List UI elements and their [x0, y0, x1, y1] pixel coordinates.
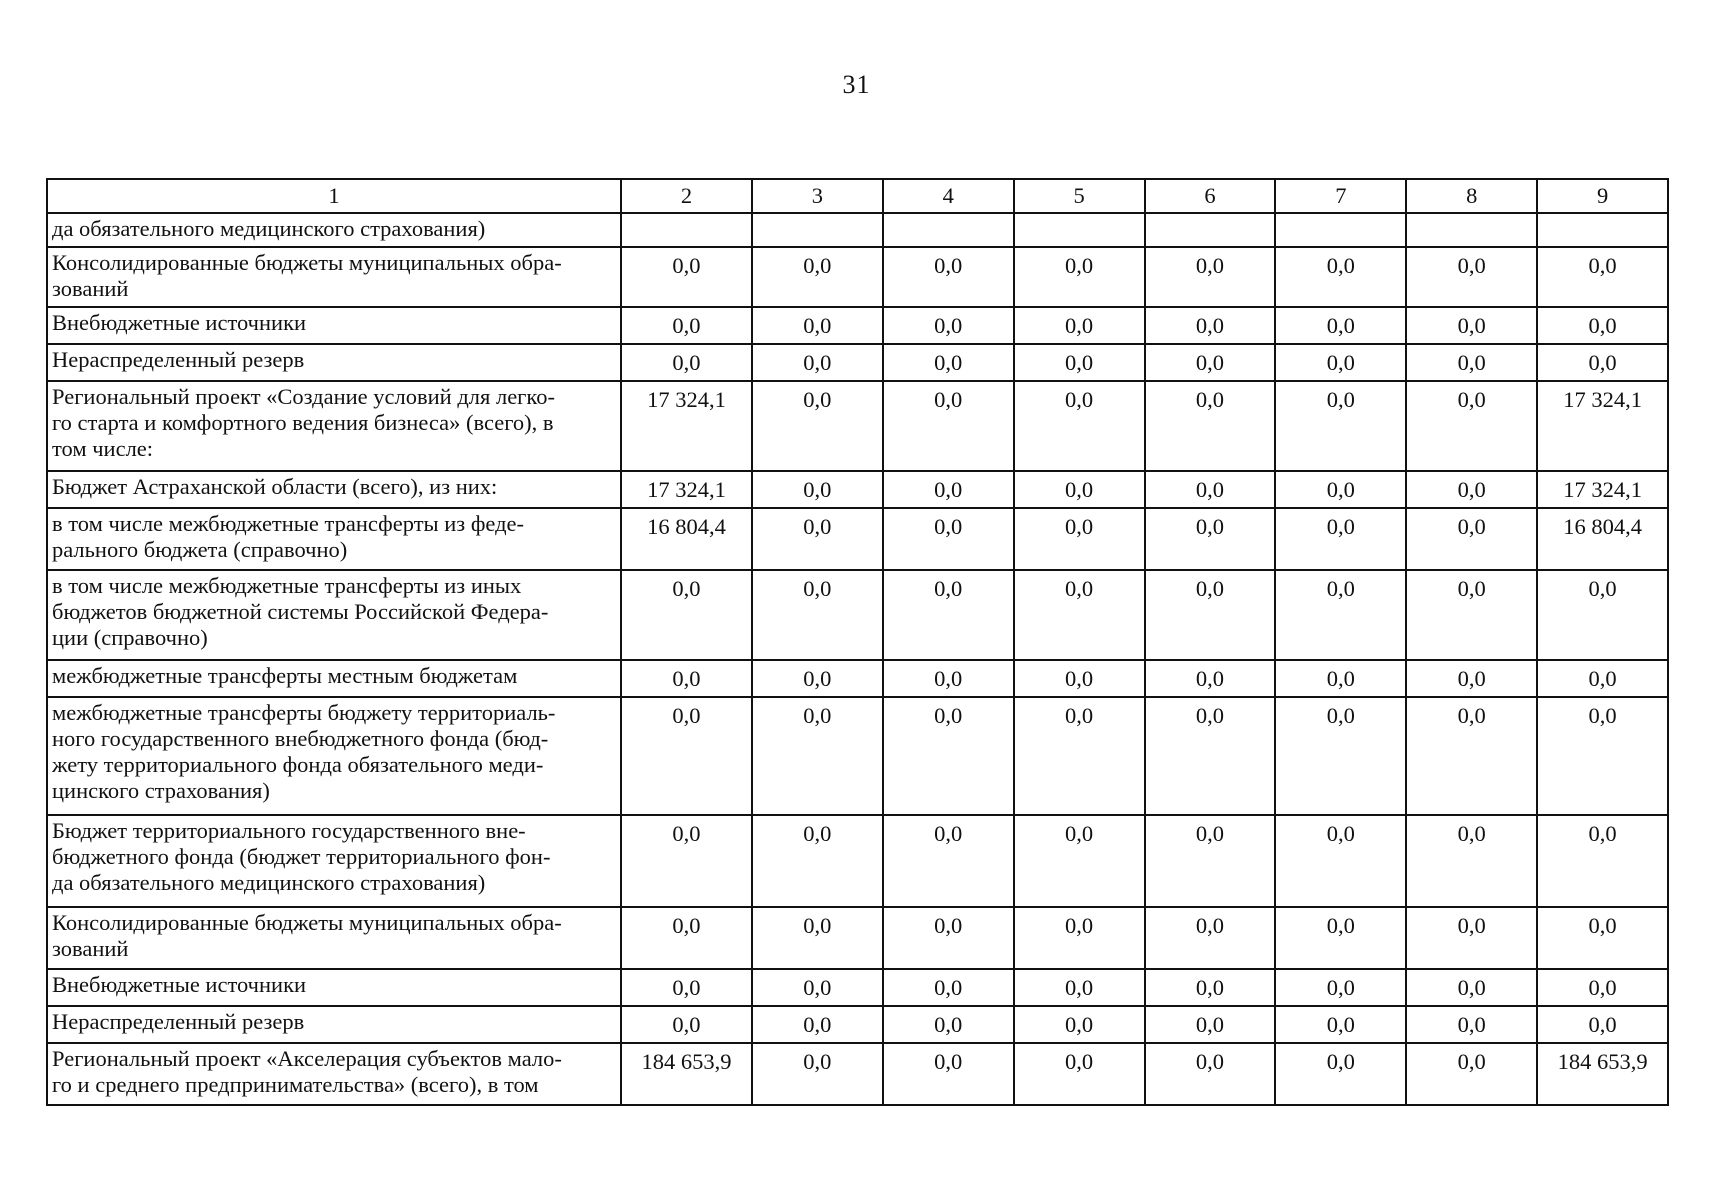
value-cell: 16 804,4	[621, 508, 752, 570]
value-cell: 0,0	[1014, 1006, 1145, 1043]
column-header: 1	[47, 179, 621, 213]
value-cell: 0,0	[752, 508, 883, 570]
value-cell: 0,0	[883, 1043, 1014, 1105]
value-cell: 0,0	[1406, 381, 1537, 471]
value-cell: 0,0	[883, 471, 1014, 508]
value-cell: 0,0	[1537, 907, 1668, 969]
table-row	[47, 471, 1668, 508]
value-cell: 0,0	[752, 570, 883, 660]
value-cell: 0,0	[1406, 307, 1537, 344]
value-cell: 0,0	[1537, 570, 1668, 660]
value-cell: 0,0	[621, 660, 752, 697]
value-cell: 0,0	[1537, 969, 1668, 1006]
value-cell: 0,0	[883, 969, 1014, 1006]
row-label: в том числе межбюджетные трансферты из феде- рального бюджета (справочно)	[47, 508, 621, 570]
value-cell: 0,0	[1014, 907, 1145, 969]
row-label: Бюджет территориального государственного вне- бюджетного фонда (бюджет территориального фон- да обязательного медицинского страхования)	[47, 815, 621, 907]
value-cell: 0,0	[1014, 969, 1145, 1006]
value-cell: 0,0	[1406, 471, 1537, 508]
value-cell: 0,0	[1406, 247, 1537, 307]
value-cell: 0,0	[1014, 344, 1145, 381]
value-cell: 0,0	[883, 697, 1014, 815]
table-row	[47, 697, 1668, 815]
table-row	[47, 213, 1668, 247]
value-cell: 0,0	[752, 697, 883, 815]
value-cell: 0,0	[883, 247, 1014, 307]
value-cell: 0,0	[752, 1006, 883, 1043]
value-cell: 0,0	[1014, 508, 1145, 570]
budget-table	[46, 178, 1669, 1106]
value-cell: 0,0	[1537, 1006, 1668, 1043]
row-label: Консолидированные бюджеты муниципальных обра- зований	[47, 907, 621, 969]
value-cell: 17 324,1	[621, 381, 752, 471]
row-label: да обязательного медицинского страхования)	[47, 213, 621, 247]
value-cell: 0,0	[621, 344, 752, 381]
table-row	[47, 570, 1668, 660]
value-cell: 0,0	[1275, 660, 1406, 697]
value-cell: 0,0	[1406, 907, 1537, 969]
value-cell: 0,0	[1537, 697, 1668, 815]
value-cell: 0,0	[883, 307, 1014, 344]
table-row	[47, 815, 1668, 907]
value-cell: 0,0	[1014, 660, 1145, 697]
value-cell: 0,0	[1275, 1006, 1406, 1043]
value-cell: 0,0	[1014, 307, 1145, 344]
value-cell: 0,0	[1275, 570, 1406, 660]
value-cell: 0,0	[1145, 570, 1276, 660]
value-cell: 0,0	[1275, 907, 1406, 969]
value-cell: 0,0	[1537, 660, 1668, 697]
value-cell: 184 653,9	[1537, 1043, 1668, 1105]
table-row	[47, 381, 1668, 471]
value-cell: 0,0	[1145, 969, 1276, 1006]
value-cell: 0,0	[1406, 969, 1537, 1006]
value-cell: 0,0	[1275, 247, 1406, 307]
value-cell: 0,0	[1145, 1006, 1276, 1043]
value-cell: 0,0	[1275, 969, 1406, 1006]
value-cell: 0,0	[883, 570, 1014, 660]
value-cell: 0,0	[1145, 307, 1276, 344]
column-header: 8	[1406, 179, 1537, 213]
table-row	[47, 307, 1668, 344]
value-cell: 0,0	[1145, 1043, 1276, 1105]
value-cell: 0,0	[1275, 381, 1406, 471]
value-cell: 0,0	[1145, 344, 1276, 381]
value-cell: 0,0	[1275, 307, 1406, 344]
table-row	[47, 247, 1668, 307]
value-cell: 0,0	[1406, 508, 1537, 570]
value-cell: 0,0	[1406, 697, 1537, 815]
value-cell: 0,0	[621, 907, 752, 969]
value-cell: 0,0	[1275, 1043, 1406, 1105]
value-cell: 0,0	[1275, 471, 1406, 508]
value-cell: 0,0	[1537, 815, 1668, 907]
value-cell: 0,0	[1014, 471, 1145, 508]
table-row	[47, 969, 1668, 1006]
value-cell	[1275, 213, 1406, 247]
value-cell: 0,0	[752, 660, 883, 697]
column-header: 9	[1537, 179, 1668, 213]
value-cell: 0,0	[621, 1006, 752, 1043]
value-cell: 0,0	[621, 247, 752, 307]
value-cell: 0,0	[621, 969, 752, 1006]
value-cell: 0,0	[621, 697, 752, 815]
value-cell: 0,0	[752, 247, 883, 307]
value-cell: 0,0	[1145, 508, 1276, 570]
value-cell: 0,0	[1145, 381, 1276, 471]
table-body	[47, 213, 1668, 1105]
value-cell: 17 324,1	[1537, 471, 1668, 508]
value-cell	[883, 213, 1014, 247]
value-cell: 0,0	[883, 344, 1014, 381]
value-cell: 0,0	[1406, 1043, 1537, 1105]
value-cell: 0,0	[1145, 660, 1276, 697]
value-cell	[621, 213, 752, 247]
column-header: 6	[1145, 179, 1276, 213]
value-cell: 0,0	[1537, 247, 1668, 307]
value-cell: 0,0	[1537, 307, 1668, 344]
value-cell: 184 653,9	[621, 1043, 752, 1105]
value-cell: 0,0	[883, 1006, 1014, 1043]
value-cell: 0,0	[621, 307, 752, 344]
value-cell: 0,0	[1014, 247, 1145, 307]
value-cell: 0,0	[1145, 815, 1276, 907]
value-cell: 0,0	[1406, 344, 1537, 381]
value-cell	[1537, 213, 1668, 247]
column-header: 3	[752, 179, 883, 213]
table-row	[47, 1043, 1668, 1105]
table-row	[47, 907, 1668, 969]
value-cell: 0,0	[883, 508, 1014, 570]
value-cell: 0,0	[883, 381, 1014, 471]
row-label: Консолидированные бюджеты муниципальных обра- зований	[47, 247, 621, 307]
table-header	[47, 179, 1668, 213]
value-cell: 0,0	[1014, 1043, 1145, 1105]
row-label: межбюджетные трансферты местным бюджетам	[47, 660, 621, 697]
value-cell: 0,0	[1275, 344, 1406, 381]
value-cell: 0,0	[752, 471, 883, 508]
value-cell: 0,0	[752, 1043, 883, 1105]
row-label: Региональный проект «Создание условий для легко- го старта и комфортного ведения бизнеса» (всего), в том числе:	[47, 381, 621, 471]
value-cell: 0,0	[752, 969, 883, 1006]
value-cell: 0,0	[1014, 815, 1145, 907]
value-cell: 0,0	[1406, 570, 1537, 660]
column-header: 2	[621, 179, 752, 213]
value-cell: 0,0	[752, 307, 883, 344]
row-label: Внебюджетные источники	[47, 969, 621, 1006]
table-row	[47, 1006, 1668, 1043]
row-label: Нераспределенный резерв	[47, 344, 621, 381]
value-cell	[1406, 213, 1537, 247]
value-cell: 0,0	[621, 570, 752, 660]
value-cell: 0,0	[1275, 815, 1406, 907]
value-cell: 0,0	[883, 660, 1014, 697]
row-label: в том числе межбюджетные трансферты из иных бюджетов бюджетной системы Российской Федера- ции (справочно)	[47, 570, 621, 660]
value-cell: 0,0	[1145, 907, 1276, 969]
value-cell: 0,0	[883, 907, 1014, 969]
row-label: Внебюджетные источники	[47, 307, 621, 344]
value-cell	[1145, 213, 1276, 247]
column-header: 4	[883, 179, 1014, 213]
value-cell	[752, 213, 883, 247]
column-header: 7	[1275, 179, 1406, 213]
table-row	[47, 508, 1668, 570]
value-cell: 0,0	[1406, 1006, 1537, 1043]
table-row	[47, 660, 1668, 697]
table-row	[47, 344, 1668, 381]
value-cell: 0,0	[1145, 697, 1276, 815]
value-cell: 0,0	[1275, 697, 1406, 815]
page-number: 31	[842, 70, 871, 99]
value-cell: 0,0	[1014, 697, 1145, 815]
column-header: 5	[1014, 179, 1145, 213]
value-cell: 0,0	[1406, 815, 1537, 907]
value-cell: 17 324,1	[1537, 381, 1668, 471]
value-cell: 0,0	[1145, 471, 1276, 508]
value-cell: 17 324,1	[621, 471, 752, 508]
value-cell: 0,0	[1014, 570, 1145, 660]
value-cell: 0,0	[1406, 660, 1537, 697]
value-cell: 0,0	[752, 381, 883, 471]
value-cell: 0,0	[1275, 508, 1406, 570]
value-cell: 0,0	[621, 815, 752, 907]
row-label: Региональный проект «Акселерация субъектов мало- го и среднего предпринимательства» (всего), в том	[47, 1043, 621, 1105]
row-label: Нераспределенный резерв	[47, 1006, 621, 1043]
row-label: межбюджетные трансферты бюджету территориаль- ного государственного внебюджетного фонда (бюд- жету территориального фонда обязательного меди- цинского страхования)	[47, 697, 621, 815]
row-label: Бюджет Астраханской области (всего), из них:	[47, 471, 621, 508]
value-cell: 0,0	[752, 815, 883, 907]
value-cell	[1014, 213, 1145, 247]
value-cell: 0,0	[752, 344, 883, 381]
value-cell: 16 804,4	[1537, 508, 1668, 570]
header-row	[47, 179, 1668, 213]
value-cell: 0,0	[883, 815, 1014, 907]
value-cell: 0,0	[1537, 344, 1668, 381]
value-cell: 0,0	[1145, 247, 1276, 307]
value-cell: 0,0	[1014, 381, 1145, 471]
value-cell: 0,0	[752, 907, 883, 969]
